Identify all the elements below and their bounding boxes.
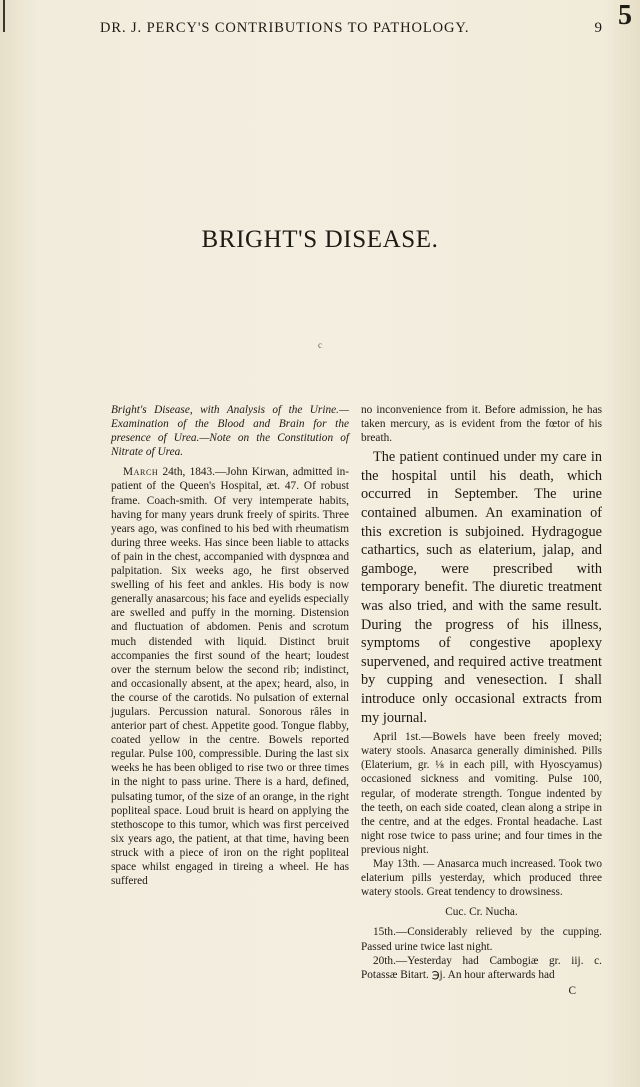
case-text: 24th, 1843.—John Kirwan, admitted in-patient of the Queen's Hospital, æt. 47. Of robust frame. Coach-smith. Of very intemperate habits, having for many years drunk freely of spirits. Three years ago, was confined to his bed with rheumatism during three weeks. Has since been liable to attacks of pain in the chest, accompanied with dyspnœa and palpitation. Six weeks ago, he first observed swelling of his feet and ankles. His body is now generally anasarcous; his face and eyelids especially are swelled and puffy in the morning. Distension and fluctuation of abdomen. Penis and scrotum much distended with liquid. Distinct bruit accompanies the first sound of the heart; loudest over the sternum below the second rib; indistinct, and occasionally absent, at the apex; heard, also, in the course of the carotids. No pulsation of external jugulars. Percussion natural. Sonorous râles in anterior part of chest. Appetite good. Tongue flabby, coated yellow in the centre. Bowels reported regular. Pulse 100, compressible. During the last six weeks he has been obliged to rise two or three times in the night to pass urine. There is a hard, defined, pulsating tumor, of the size of an orange, in the right popliteal space. Loud bruit is heard on applying the stethoscope to this tumor, which was first perceived six years ago, the patient, at that time, having been struck with a piece of iron on the right popliteal space whilst engaged in tireing a wheel. He has suffered xyxy=(111,466,349,888)
divider-mark: c xyxy=(318,340,322,350)
page-edge-mark xyxy=(3,0,5,32)
journal-entry-may: May 13th. — Anasarca much increased. Took two elaterium pills yesterday, which produced three watery stools. Great tendency to drowsiness. xyxy=(361,858,602,899)
page-number: 9 xyxy=(594,20,602,36)
prescription-line: Cuc. Cr. Nucha. xyxy=(445,906,518,919)
left-column xyxy=(111,403,349,888)
signature-mark: C xyxy=(568,984,576,997)
right-column xyxy=(361,403,602,998)
continuation-paragraph: no inconvenience from it. Before admission, he has taken mercury, as is evident from the fœtor of his breath. xyxy=(361,404,602,445)
section-heading: Bright's Disease, with Analysis of the Urine.—Examination of the Blood and Brain for the presence of Urea.—Note on the Constitution of Nitrate of Urea. xyxy=(111,404,349,459)
journal-entry-20th: 20th.—Yesterday had Cambogiæ gr. iij. c. Potassæ Bitart. ℈j. An hour afterwards had xyxy=(361,954,602,981)
journal-entry-15th: 15th.—Considerably relieved by the cupping. Passed urine twice last night. xyxy=(361,926,602,953)
running-head: DR. J. PERCY'S CONTRIBUTIONS TO PATHOLOGY. xyxy=(100,20,470,36)
page-title: BRIGHT'S DISEASE. xyxy=(201,226,439,253)
case-date: March xyxy=(123,466,159,479)
corner-number: 5 xyxy=(618,0,632,31)
case-paragraph xyxy=(111,465,349,888)
treatment-paragraph: The patient continued under my care in the hospital until his death, which occurred in September. The urine contained albumen. An examination of this excretion is subjoined. Hydragogue cathartics, such as elaterium, jalap, and gamboge, were prescribed with temporary benefit. The diuretic treatment was also tried, and with the same result. During the progress of his illness, symptoms of congestive apoplexy supervened, and required active treatment by cupping and venesection. I shall introduce only occasional extracts from my journal. xyxy=(361,449,602,726)
journal-entry-april: April 1st.—Bowels have been freely moved; watery stools. Anasarca generally diminished. Pills (Elaterium, gr. ⅛ in each pill, with Hyoscyamus) occasioned sickness and vomiting. Pulse 100, regular, of moderate strength. Tongue indented by the teeth, on each side coated, clean along a stripe in the centre, and at the edges. Frontal headache. Last night rose twice to pass urine; and four times in the previous night. xyxy=(361,731,602,856)
page-header xyxy=(100,20,600,40)
